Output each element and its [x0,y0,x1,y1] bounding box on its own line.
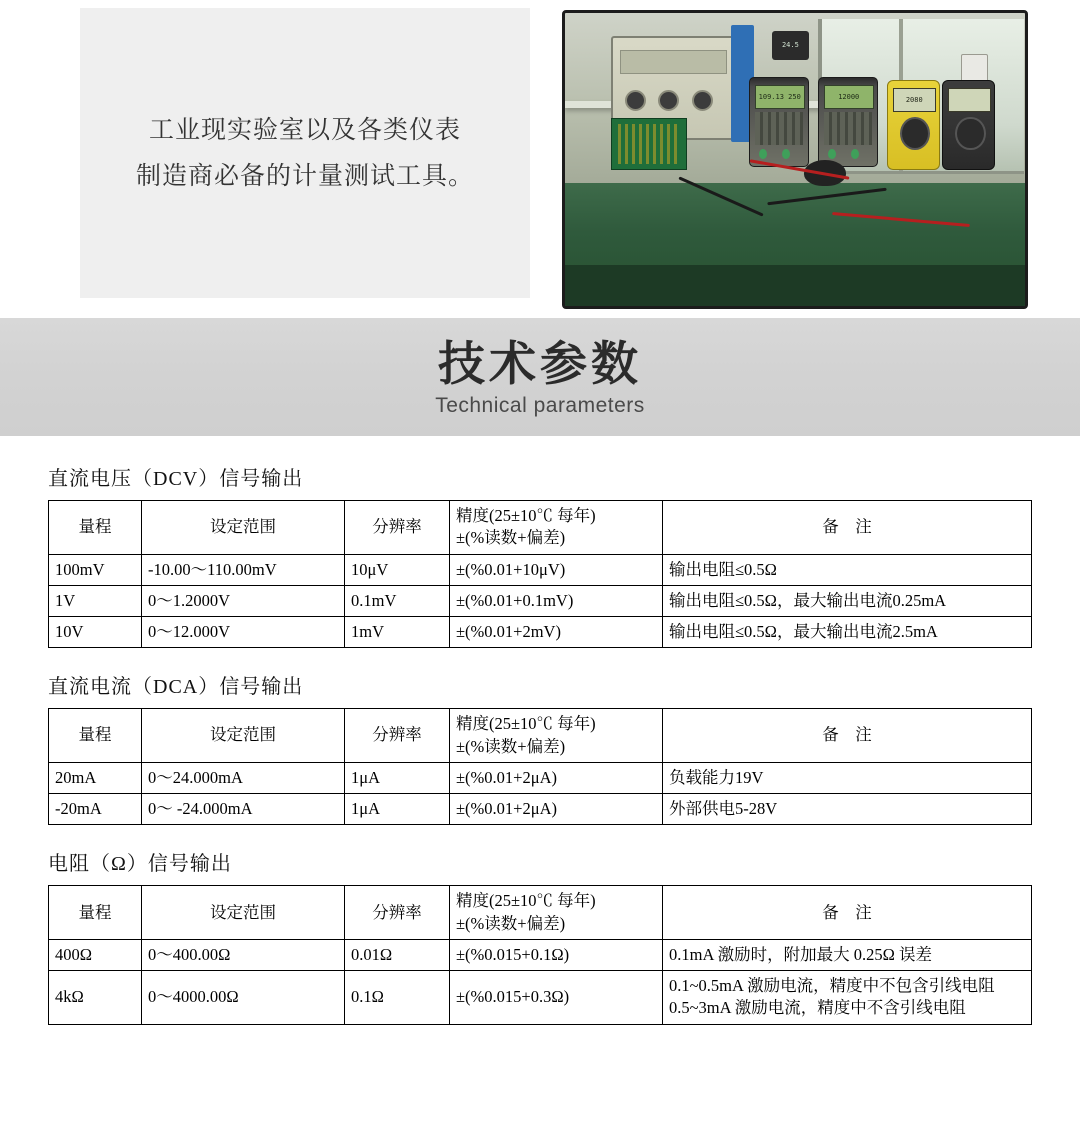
specifications [0,436,1080,1025]
header-resolution: 分辨率 [345,709,450,763]
photo-calibrator-right [818,77,878,167]
table-row [49,939,1032,970]
header-accuracy-line1: 精度(25±10℃ 每年) [456,714,596,734]
cell-accuracy: ±(%0.01+2μA) [450,762,663,793]
cell-resolution: 0.1mV [345,585,450,616]
photo-bench-front [565,265,1025,306]
cell-set-range: 0～400.00Ω [142,939,345,970]
photo-multimeter-yellow-display: 2080 [893,88,935,111]
table-header-row [49,886,1032,940]
cell-range: 4kΩ [49,971,142,1025]
photo-calibrator-left-display: 109.13 250 [755,85,805,110]
cell-set-range: 0～1.2000V [142,585,345,616]
cell-accuracy: ±(%0.01+2μA) [450,794,663,825]
table-row [49,554,1032,585]
table-row [49,585,1032,616]
cell-note: 输出电阻≤0.5Ω，最大输出电流0.25mA [663,585,1032,616]
cell-note: 输出电阻≤0.5Ω [663,554,1032,585]
photo-multimeter-dark [942,80,995,170]
cell-note-line1: 0.1~0.5mA 激励电流，精度中不包含引线电阻 [669,976,995,996]
cell-note [663,971,1032,1025]
hero-text-panel [80,8,530,298]
table-row [49,971,1032,1025]
cell-resolution: 10μV [345,554,450,585]
section-resistance [48,847,1032,1024]
photo-digital-clock: 24.5 [772,31,809,60]
header-accuracy-line2: ±(%读数+偏差) [456,528,566,548]
header-accuracy [450,709,663,763]
section-dcv [48,462,1032,648]
header-set-range: 设定范围 [142,501,345,555]
cell-set-range: 0～24.000mA [142,762,345,793]
cell-range: 400Ω [49,939,142,970]
cell-accuracy: ±(%0.01+10μV) [450,554,663,585]
section-heading: 电阻（Ω）信号输出 [48,853,232,876]
table-row [49,762,1032,793]
hero-text-line-1: 工业现实验室以及各类仪表 [148,116,461,144]
header-accuracy-line1: 精度(25±10℃ 每年) [456,506,596,525]
page-subtitle: Technical parameters [435,394,645,417]
cell-range: 1V [49,585,142,616]
lab-bench-calibrators-photo [562,10,1028,309]
cell-range: 10V [49,617,142,648]
table-header-row [49,501,1032,555]
section-heading: 直流电压（DCV）信号输出 [48,468,304,490]
photo-calibrator-left [749,77,809,167]
header-note: 备 注 [663,886,1032,940]
cell-note: 输出电阻≤0.5Ω，最大输出电流2.5mA [663,617,1032,648]
cell-accuracy: ±(%0.01+2mV) [450,617,663,648]
spec-table-resistance [48,885,1032,1024]
cell-range: 100mV [49,554,142,585]
page-title: 技术参数 [438,337,642,390]
cell-resolution: 1μA [345,794,450,825]
header-range: 量程 [49,501,142,555]
section-heading: 直流电流（DCA）信号输出 [48,676,304,699]
cell-accuracy: ±(%0.01+0.1mV) [450,585,663,616]
table-row [49,794,1032,825]
photo-wall-outlet [961,54,988,82]
header-accuracy-line2: ±(%读数+偏差) [456,913,566,933]
header-resolution: 分辨率 [345,501,450,555]
header-note: 备 注 [663,709,1032,763]
header-accuracy [450,501,663,555]
cell-resolution: 0.01Ω [345,939,450,970]
hero-section [0,0,1080,318]
spec-table-dcv [48,500,1032,648]
photo-circuit-board [611,118,687,170]
header-set-range: 设定范围 [142,709,345,763]
section-dca [48,670,1032,825]
cell-resolution: 0.1Ω [345,971,450,1025]
cell-note: 外部供电5-28V [663,794,1032,825]
photo-multimeter-yellow [887,80,940,170]
cell-set-range: 0～ -24.000mA [142,794,345,825]
cell-note-line2: 0.5~3mA 激励电流，精度中不含引线电阻 [669,998,966,1018]
cell-note: 0.1mA 激励时，附加最大 0.25Ω 误差 [663,939,1032,970]
table-header-row [49,709,1032,763]
cell-set-range: 0～4000.00Ω [142,971,345,1025]
photo-calibrator-right-display: 12000 [824,85,874,110]
cell-accuracy: ±(%0.015+0.3Ω) [450,971,663,1025]
header-resolution: 分辨率 [345,886,450,940]
cell-resolution: 1mV [345,617,450,648]
hero-text-line-2: 制造商必备的计量测试工具。 [135,162,474,190]
header-accuracy-line1: 精度(25±10℃ 每年) [456,891,596,911]
header-range: 量程 [49,709,142,763]
header-accuracy [450,886,663,940]
header-set-range: 设定范围 [142,886,345,940]
header-accuracy-line2: ±(%读数+偏差) [456,736,566,756]
header-range: 量程 [49,886,142,940]
cell-range: -20mA [49,794,142,825]
table-row [49,617,1032,648]
cell-note: 负载能力19V [663,762,1032,793]
cell-accuracy: ±(%0.015+0.1Ω) [450,939,663,970]
header-note: 备 注 [663,501,1032,555]
cell-resolution: 1μA [345,762,450,793]
section-title-band [0,318,1080,436]
spec-table-dca [48,708,1032,825]
cell-set-range: 0～12.000V [142,617,345,648]
cell-range: 20mA [49,762,142,793]
cell-set-range: -10.00～110.00mV [142,554,345,585]
